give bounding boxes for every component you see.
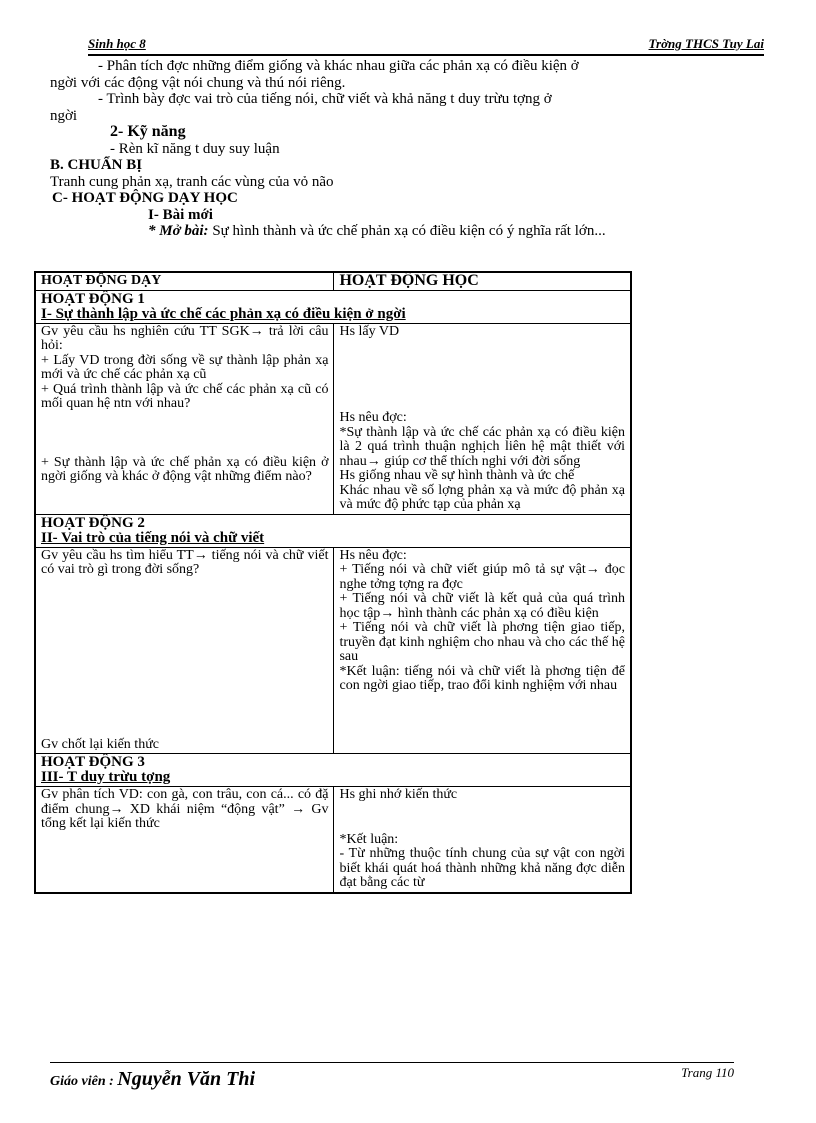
activity-2-student (334, 547, 631, 754)
activity-2-header (35, 514, 631, 547)
activity-2-row (35, 547, 631, 754)
a3-a1: Hs ghi nhớ kiến thức (339, 787, 458, 802)
activity-3-number: HOẠT ĐỘNG 3 (41, 754, 145, 770)
objective-2b: ngời (50, 107, 78, 124)
a1-a3: *Sự thành lập và ức chế các phản xạ có điều kiện là 2 quá trình thuận nghịch liên hệ mật thiết với nhau→ giúp cơ thể thích nghi với đời sống (339, 424, 625, 469)
activity-1-number: HOẠT ĐỘNG 1 (41, 290, 145, 307)
activity-1-header (35, 290, 631, 323)
a1-q4: + Sự thành lập và ức chế phản xạ có điều kiện ở ngời giống và khác ở động vật những điểm nào? (41, 454, 329, 484)
activity-3-row (35, 787, 631, 893)
activity-3-title: III- T duy trừu tợng (41, 769, 171, 785)
page-header (88, 36, 764, 56)
intro-section (50, 58, 740, 240)
a1-a5: Khác nhau về số lợng phản xạ và mức độ phản xạ và mức độ phức tạp của phản xạ (339, 482, 625, 512)
activity-2-title: II- Vai trò của tiếng nói và chữ viết (41, 529, 265, 546)
new-lesson-title: I- Bài mới (148, 206, 213, 223)
activity-3-header (35, 754, 631, 787)
skill-title: 2- Kỹ năng (110, 123, 186, 140)
opening-line (50, 223, 740, 240)
prep-text: Tranh cung phản xạ, tranh các vùng của vỏ não (50, 173, 334, 190)
activities-title: C- HOẠT ĐỘNG DẠY HỌC (52, 190, 238, 206)
header-school: Trờng THCS Tuy Lai (648, 36, 764, 51)
a1-q2: + Lấy VD trong đời sống về sự thành lập phản xạ mới và ức chế các phản xạ cũ (41, 352, 329, 382)
objective-1a: - Phân tích đợc những điểm giống và khác nhau giữa các phản xạ có điều kiện ở (98, 58, 579, 74)
activity-2-teacher (35, 547, 334, 754)
a1-a2: Hs nêu đợc: (339, 410, 407, 425)
opening-label: * Mở bài: (148, 223, 209, 239)
activity-3-teacher (35, 787, 334, 893)
prep-title: B. CHUẨN BỊ (50, 157, 143, 173)
opening-text: Sự hình thành và ức chế phản xạ có điều kiện có ý nghĩa rất lớn... (212, 223, 606, 239)
activity-1-student (334, 323, 631, 514)
a2-q2: Gv chốt lại kiến thức (41, 736, 160, 752)
a3-a2: *Kết luận: (339, 831, 399, 847)
col-teacher-header: HOẠT ĐỘNG DẠY (35, 272, 334, 290)
a1-q3: + Quá trình thành lập và ức chế các phản xạ cũ có mối quan hệ ntn với nhau? (41, 381, 329, 411)
a1-a4: Hs giống nhau về sự hình thành và ức chế (339, 468, 575, 483)
a2-a3: + Tiếng nói và chữ viết là kết quả của quá trình học tập→ hình thành các phản xạ có điều kiện (339, 591, 625, 621)
lesson-table (34, 271, 632, 894)
activity-1-title: I- Sự thành lập và ức chế các phản xạ có điều kiện ở ngời (41, 305, 406, 322)
footer-teacher (50, 1068, 255, 1091)
a1-a1: Hs lấy VD (339, 323, 400, 339)
a3-a3: - Từ những thuộc tính chung của sự vật con ngời biết khái quát hoá thành những khả năng đợc diễn đạt bằng các từ (339, 846, 625, 890)
a2-a1: Hs nêu đợc: (339, 547, 407, 563)
col-student-header: HOẠT ĐỘNG HỌC (334, 272, 631, 290)
a1-q1: Gv yêu cầu hs nghiên cứu TT SGK→ trả lời câu hỏi: (41, 323, 329, 353)
objective-1b: ngời với các động vật nói chung và thú nói riêng. (50, 74, 346, 91)
objective-2a: - Trình bày đợc vai trò của tiếng nói, chữ viết và khả năng t duy trừu tợng ở (98, 91, 552, 107)
activity-3-student (334, 787, 631, 893)
activity-1-teacher (35, 323, 334, 514)
activity-2-number: HOẠT ĐỘNG 2 (41, 514, 145, 531)
a3-q1: Gv phân tích VD: con gà, con trâu, con cá... có đặ điểm chung→ XD khái niệm “động vật” → Gv tổng kết lại kiến thức (41, 787, 329, 831)
a2-q1: Gv yêu cầu hs tìm hiểu TT→ tiếng nói và chữ viết có vai trò gì trong đời sống? (41, 547, 329, 577)
activity-1-row (35, 323, 631, 514)
a2-a2: + Tiếng nói và chữ viết giúp mô tả sự vật→ đọc nghe tởng tợng ra đợc (339, 562, 625, 592)
page-number: Trang 110 (681, 1065, 734, 1080)
footer-divider (50, 1062, 734, 1063)
a2-a4: + Tiếng nói và chữ viết là phơng tiện giao tiếp, truyền đạt kinh nghiệm cho nhau và cho các thế hệ sau (339, 620, 625, 664)
teacher-label: Giáo viên : (50, 1074, 114, 1089)
table-header-row (35, 272, 631, 290)
header-subject: Sinh học 8 (88, 36, 146, 51)
a2-a5: *Kết luận: tiếng nói và chữ viết là phơng tiện để con ngời giao tiếp, trao đổi kinh nghiệm với nhau (339, 663, 625, 693)
skill-text: - Rèn kĩ năng t duy suy luận (110, 140, 280, 157)
teacher-name: Nguyễn Văn Thi (117, 1068, 256, 1090)
